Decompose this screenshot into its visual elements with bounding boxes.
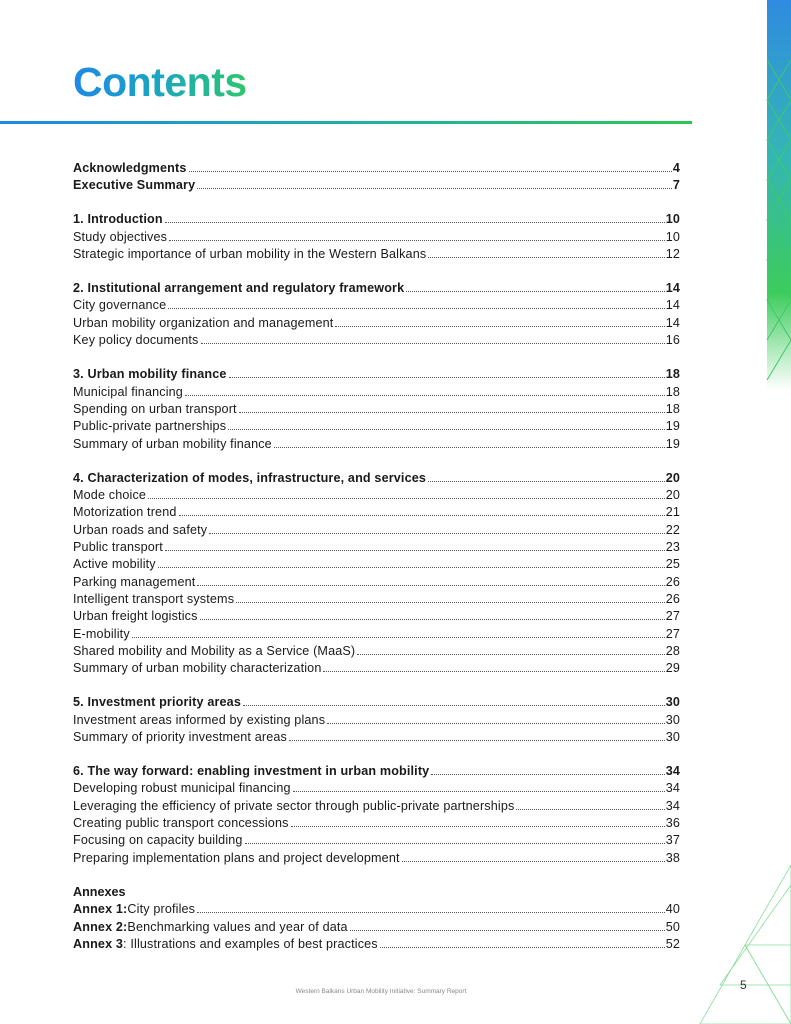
toc-entry[interactable] bbox=[73, 919, 680, 936]
toc-entry-page: 25 bbox=[665, 557, 680, 572]
toc-entry-page: 27 bbox=[665, 609, 680, 624]
toc-entry-title: Acknowledgments bbox=[73, 161, 187, 175]
dot-leader bbox=[380, 947, 665, 948]
toc-entry[interactable] bbox=[73, 608, 680, 625]
toc-entry-title: Public transport bbox=[73, 539, 163, 554]
toc-entry-page: 26 bbox=[665, 591, 680, 606]
toc-entry[interactable] bbox=[73, 280, 680, 297]
toc-entry[interactable] bbox=[73, 366, 680, 383]
dot-leader bbox=[293, 791, 665, 792]
toc-entry-page: 22 bbox=[665, 522, 680, 537]
toc-entry[interactable] bbox=[73, 539, 680, 556]
toc-entry-title: Executive Summary bbox=[73, 178, 196, 193]
toc-entry-title: 5. Investment priority areas bbox=[73, 695, 241, 710]
toc-entry-title: Preparing implementation plans and project development bbox=[73, 850, 400, 865]
toc-entry-title: 2. Institutional arrangement and regulatory framework bbox=[73, 281, 405, 296]
toc-entry-title: Shared mobility and Mobility as a Service (MaaS) bbox=[73, 644, 356, 658]
toc-entry[interactable] bbox=[73, 643, 680, 660]
toc-entry[interactable] bbox=[73, 297, 680, 314]
page-number: 5 bbox=[740, 978, 747, 992]
dot-leader bbox=[228, 429, 665, 430]
toc-entry-title: 1. Introduction bbox=[73, 212, 163, 227]
toc-entry[interactable] bbox=[73, 901, 680, 918]
toc-entry[interactable] bbox=[73, 780, 680, 797]
toc-entry-title: City governance bbox=[73, 298, 167, 313]
dot-leader bbox=[197, 912, 665, 913]
dot-leader bbox=[189, 171, 672, 172]
dot-leader bbox=[274, 447, 665, 448]
toc-entry[interactable] bbox=[73, 487, 680, 504]
toc-entry-page: 4 bbox=[672, 161, 680, 175]
dot-leader bbox=[327, 723, 665, 724]
dot-leader bbox=[428, 257, 664, 258]
toc-entry-title: Summary of priority investment areas bbox=[73, 730, 287, 745]
toc-entry-label: Annex 3 bbox=[73, 936, 124, 951]
toc-group-way-forward bbox=[73, 763, 680, 867]
dot-leader bbox=[406, 291, 664, 292]
toc-entry[interactable] bbox=[73, 246, 680, 263]
toc-entry[interactable] bbox=[73, 574, 680, 591]
dot-leader bbox=[243, 705, 665, 706]
toc-entry-title: Urban freight logistics bbox=[73, 609, 198, 624]
toc-entry-page: 19 bbox=[665, 419, 680, 434]
toc-entry[interactable] bbox=[73, 694, 680, 711]
toc-entry-title: Motorization trend bbox=[73, 505, 177, 520]
toc-entry[interactable] bbox=[73, 763, 680, 780]
toc-entry-page: 36 bbox=[665, 816, 680, 831]
dot-leader bbox=[158, 567, 665, 568]
toc-entry-title: : Illustrations and examples of best practices bbox=[123, 936, 378, 951]
toc-entry-page: 37 bbox=[665, 833, 680, 848]
toc-entry-page: 30 bbox=[665, 712, 680, 727]
toc-entry[interactable] bbox=[73, 729, 680, 746]
toc-entry[interactable] bbox=[73, 315, 680, 332]
toc-group-annexes bbox=[73, 901, 680, 953]
dot-leader bbox=[200, 619, 665, 620]
toc-entry-page: 20 bbox=[665, 470, 680, 485]
toc-entry-page: 50 bbox=[665, 919, 680, 934]
toc-entry[interactable] bbox=[73, 660, 680, 677]
toc-entry-page: 19 bbox=[665, 436, 680, 451]
toc-entry-page: 16 bbox=[665, 333, 680, 348]
dot-leader bbox=[236, 602, 665, 603]
toc-entry-title: Focusing on capacity building bbox=[73, 833, 243, 848]
toc-entry-title: Study objectives bbox=[73, 229, 168, 244]
toc-entry-title: Parking management bbox=[73, 574, 196, 589]
table-of-contents bbox=[73, 160, 680, 953]
toc-entry-page: 14 bbox=[665, 298, 680, 313]
dot-leader bbox=[209, 533, 664, 534]
dot-leader bbox=[197, 585, 664, 586]
toc-entry-page: 40 bbox=[665, 902, 680, 917]
toc-entry-page: 18 bbox=[665, 384, 680, 399]
toc-group-introduction bbox=[73, 211, 680, 263]
toc-entry-page: 38 bbox=[665, 850, 680, 865]
annexes-heading: Annexes bbox=[73, 884, 126, 899]
toc-entry-page: 28 bbox=[665, 644, 680, 658]
toc-entry[interactable] bbox=[73, 436, 680, 453]
toc-entry[interactable] bbox=[73, 522, 680, 539]
toc-entry-title: Creating public transport concessions bbox=[73, 816, 289, 831]
toc-entry-title: Leveraging the efficiency of private sector through public-private partnerships bbox=[73, 798, 515, 813]
toc-entry-page: 29 bbox=[665, 661, 680, 676]
dot-leader bbox=[335, 326, 664, 327]
dot-leader bbox=[201, 343, 665, 344]
toc-entry-title: Investment areas informed by existing plans bbox=[73, 712, 326, 727]
toc-entry-title: Municipal financing bbox=[73, 384, 183, 399]
triangle-pattern-top-2 bbox=[767, 60, 791, 340]
toc-entry[interactable] bbox=[73, 832, 680, 849]
toc-entry-label: Annex 2: bbox=[73, 919, 128, 934]
toc-entry[interactable] bbox=[73, 850, 680, 867]
toc-entry-title: City profiles bbox=[127, 902, 196, 917]
toc-entry[interactable] bbox=[73, 815, 680, 832]
toc-entry[interactable] bbox=[73, 591, 680, 608]
toc-entry-title: Strategic importance of urban mobility in the Western Balkans bbox=[73, 247, 427, 262]
toc-entry-title: Key policy documents bbox=[73, 333, 199, 348]
toc-entry-page: 14 bbox=[665, 315, 680, 330]
toc-entry-title: Urban mobility organization and management bbox=[73, 315, 334, 330]
toc-entry-page: 34 bbox=[665, 798, 680, 813]
toc-entry[interactable] bbox=[73, 177, 680, 194]
toc-entry-page: 34 bbox=[665, 781, 680, 796]
toc-entry-title: Summary of urban mobility characterization bbox=[73, 661, 322, 676]
toc-entry-page: 12 bbox=[665, 247, 680, 262]
toc-group-characterization bbox=[73, 470, 680, 678]
triangle-pattern-bottom-2 bbox=[745, 865, 791, 1024]
toc-entry-page: 30 bbox=[665, 730, 680, 745]
toc-group-institutional bbox=[73, 280, 680, 349]
toc-entry-page: 20 bbox=[665, 487, 680, 502]
dot-leader bbox=[185, 395, 665, 396]
dot-leader bbox=[169, 240, 665, 241]
toc-entry-page: 34 bbox=[665, 764, 680, 779]
toc-entry[interactable] bbox=[73, 384, 680, 401]
dot-leader bbox=[402, 861, 665, 862]
toc-entry[interactable] bbox=[73, 211, 680, 228]
toc-entry-title: Developing robust municipal financing bbox=[73, 781, 291, 796]
toc-entry-title: Mode choice bbox=[73, 487, 147, 502]
toc-entry-page: 10 bbox=[665, 229, 680, 244]
toc-entry-page: 21 bbox=[665, 505, 680, 520]
toc-entry-title: 4. Characterization of modes, infrastructure, and services bbox=[73, 470, 427, 485]
dot-leader bbox=[179, 515, 665, 516]
dot-leader bbox=[239, 412, 665, 413]
toc-entry-title: Intelligent transport systems bbox=[73, 591, 235, 606]
toc-entry-title: Urban roads and safety bbox=[73, 522, 208, 537]
toc-entry-title: Public-private partnerships bbox=[73, 419, 227, 434]
dot-leader bbox=[350, 930, 665, 931]
triangle-pattern-top bbox=[767, 60, 791, 380]
toc-entry[interactable] bbox=[73, 504, 680, 521]
page-footer: Western Balkans Urban Mobility Initiative: Summary Report bbox=[295, 988, 467, 995]
dot-leader bbox=[357, 654, 664, 655]
toc-entry[interactable] bbox=[73, 332, 680, 349]
toc-entry-page: 7 bbox=[672, 178, 680, 193]
dot-leader bbox=[431, 774, 664, 775]
toc-entry[interactable] bbox=[73, 798, 680, 815]
toc-entry-page: 18 bbox=[665, 401, 680, 416]
toc-entry-title: Summary of urban mobility finance bbox=[73, 436, 272, 451]
dot-leader bbox=[289, 740, 665, 741]
toc-entry[interactable] bbox=[73, 229, 680, 246]
dot-leader bbox=[323, 671, 664, 672]
toc-entry[interactable] bbox=[73, 712, 680, 729]
toc-entry-title: Spending on urban transport bbox=[73, 401, 237, 416]
dot-leader bbox=[148, 498, 665, 499]
toc-entry[interactable] bbox=[73, 160, 680, 177]
toc-entry-title: 3. Urban mobility finance bbox=[73, 367, 227, 382]
toc-entry-page: 18 bbox=[665, 367, 680, 382]
triangle-pattern-bottom-3 bbox=[720, 885, 791, 985]
toc-entry-title: Active mobility bbox=[73, 557, 156, 572]
toc-entry[interactable] bbox=[73, 936, 680, 953]
dot-leader bbox=[516, 809, 664, 810]
dot-leader bbox=[132, 637, 665, 638]
toc-entry[interactable] bbox=[73, 470, 680, 487]
toc-entry-title: Benchmarking values and year of data bbox=[127, 919, 348, 934]
toc-entry[interactable] bbox=[73, 626, 680, 643]
dot-leader bbox=[168, 308, 664, 309]
toc-group-investment bbox=[73, 694, 680, 746]
toc-entry-page: 23 bbox=[665, 539, 680, 554]
toc-entry[interactable] bbox=[73, 401, 680, 418]
title-divider bbox=[0, 121, 692, 124]
toc-entry-page: 27 bbox=[665, 626, 680, 641]
toc-entry-title: 6. The way forward: enabling investment in urban mobility bbox=[73, 764, 430, 779]
toc-entry-title: E-mobility bbox=[73, 626, 130, 641]
dot-leader bbox=[165, 550, 665, 551]
toc-group-front-matter bbox=[73, 160, 680, 195]
toc-entry-label: Annex 1: bbox=[73, 902, 128, 917]
toc-entry-page: 14 bbox=[665, 281, 680, 296]
dot-leader bbox=[291, 826, 665, 827]
toc-group-finance bbox=[73, 366, 680, 453]
toc-entry[interactable] bbox=[73, 418, 680, 435]
dot-leader bbox=[428, 481, 665, 482]
toc-entry-page: 26 bbox=[665, 574, 680, 589]
toc-entry[interactable] bbox=[73, 556, 680, 573]
dot-leader bbox=[245, 843, 665, 844]
toc-entry-page: 52 bbox=[665, 936, 680, 951]
toc-entry-page: 30 bbox=[665, 695, 680, 710]
dot-leader bbox=[229, 377, 665, 378]
toc-entry-page: 10 bbox=[665, 212, 680, 227]
dot-leader bbox=[197, 188, 672, 189]
dot-leader bbox=[165, 222, 665, 223]
page-title: Contents bbox=[73, 56, 247, 108]
